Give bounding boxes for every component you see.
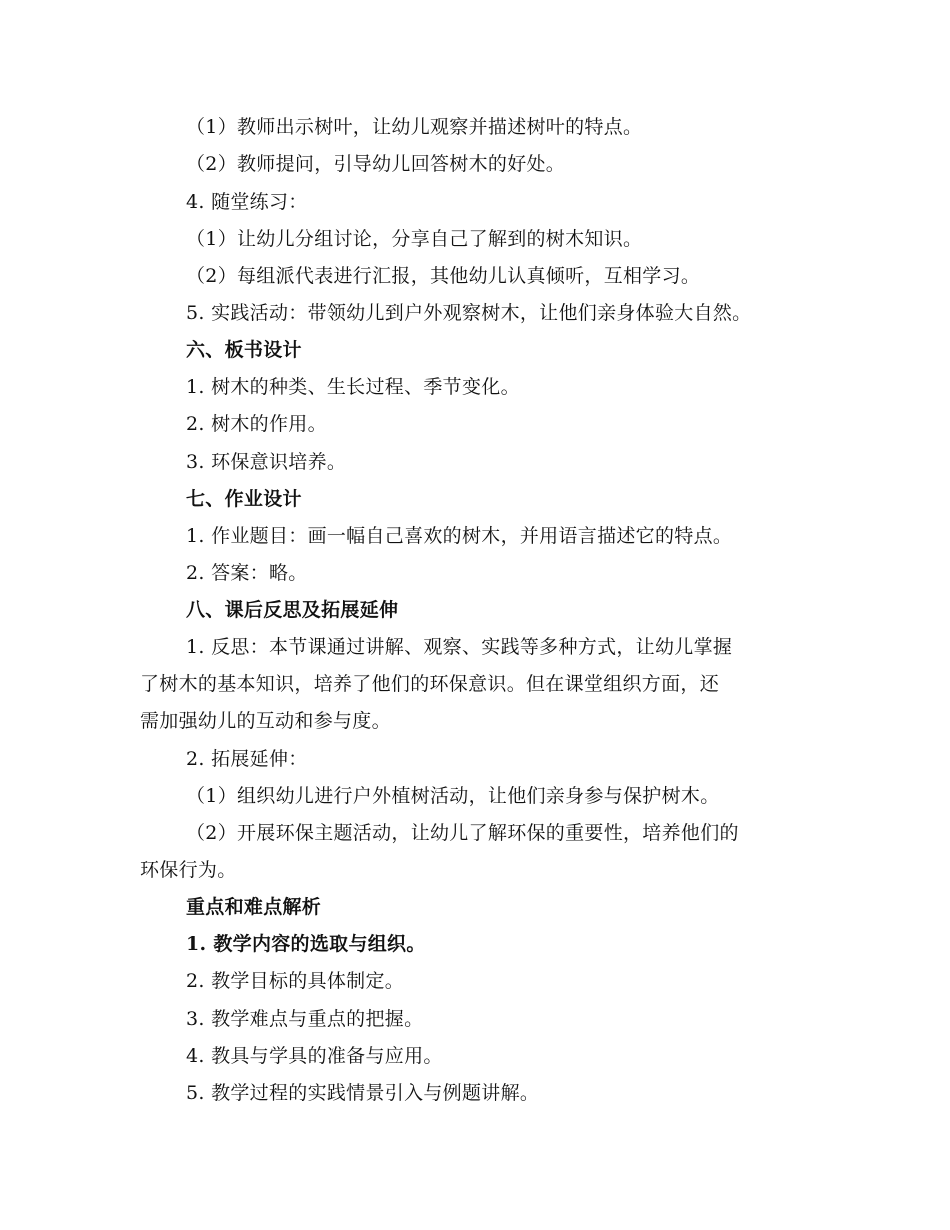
- text-line: 2. 教学目标的具体制定。: [186, 970, 405, 992]
- text-line: （1）组织幼儿进行户外植树活动，让他们亲身参与保护树木。: [186, 785, 720, 807]
- text-line: 2. 答案：略。: [186, 562, 308, 584]
- text-line: （2）教师提问，引导幼儿回答树木的好处。: [186, 153, 566, 175]
- text-line: 2. 拓展延伸：: [186, 748, 308, 770]
- text-line: （1）教师出示树叶，让幼儿观察并描述树叶的特点。: [186, 116, 643, 138]
- section-heading: 六、板书设计: [186, 339, 302, 361]
- text-line: 3. 环保意识培养。: [186, 451, 347, 473]
- text-line-bold: 1. 教学内容的选取与组织。: [186, 933, 426, 955]
- text-line: 1. 作业题目：画一幅自己喜欢的树木，并用语言描述它的特点。: [186, 525, 733, 547]
- text-line: 环保行为。: [140, 859, 237, 881]
- section-heading: 重点和难点解析: [186, 896, 322, 918]
- text-line: 3. 教学难点与重点的把握。: [186, 1008, 424, 1030]
- section-heading: 七、作业设计: [186, 488, 302, 510]
- text-line: （2）每组派代表进行汇报，其他幼儿认真倾听，互相学习。: [186, 265, 701, 287]
- text-line: 1. 反思：本节课通过讲解、观察、实践等多种方式，让幼儿掌握: [186, 636, 733, 658]
- text-line: （2）开展环保主题活动，让幼儿了解环保的重要性，培养他们的: [186, 822, 739, 844]
- text-line: 4. 教具与学具的准备与应用。: [186, 1045, 443, 1067]
- section-heading: 八、课后反思及拓展延伸: [186, 599, 399, 621]
- text-line: 需加强幼儿的互动和参与度。: [140, 710, 391, 732]
- text-line: （1）让幼儿分组讨论，分享自己了解到的树木知识。: [186, 228, 643, 250]
- text-line: 4. 随堂练习：: [186, 191, 308, 213]
- text-line: 2. 树木的作用。: [186, 413, 327, 435]
- text-line: 5. 实践活动：带领幼儿到户外观察树木，让他们亲身体验大自然。: [186, 302, 752, 324]
- text-line: 了树木的基本知识，培养了他们的环保意识。但在课堂组织方面，还: [140, 673, 720, 695]
- text-line: 1. 树木的种类、生长过程、季节变化。: [186, 376, 520, 398]
- text-line: 5. 教学过程的实践情景引入与例题讲解。: [186, 1082, 540, 1104]
